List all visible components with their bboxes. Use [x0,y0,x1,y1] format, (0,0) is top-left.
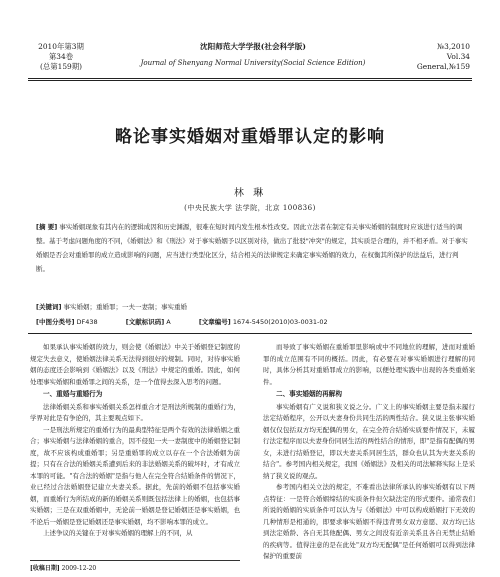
keywords-text: 事实婚姻；重婚罪；一夫一妻制；事实重婚 [63,303,188,311]
general-issue-number-en: General,№159 [416,62,470,71]
issue-info-left [32,42,90,72]
header-rule-thin [28,80,472,81]
paper-title: 略论事实婚姻对重婚罪认定的影响 [115,127,385,147]
section-heading: 一、重婚与重婚行为 [43,390,103,398]
classification-row [36,317,468,326]
keywords [36,302,187,311]
article-id-label: [文章编号] [198,318,231,326]
body-column-left [30,342,240,540]
volume-number: 第34卷 [48,52,74,61]
author-affiliation: (中央民族大学 法学院，北京 100836) [184,204,316,212]
doc-code-label: [文献标识码] [125,318,165,326]
journal-name-en: Journal of Shenyang Normal University(Social Science Edition) [140,59,366,67]
paragraph: 如果承认事实婚姻的效力，则会使《婚姻法》中关于婚姻登记制度的规定失去意义，使婚姻法律关系无法得到很好的规制。同时，对待事实婚姻的态度还会影响到《婚姻法》以及《刑法》中规定的重婚。因此，如何处理事实婚姻和重婚罪之间的关系，是一个值得去深入思考的问题。 [30,343,240,386]
issue-number-en: №3,2010 [437,42,470,51]
abstract-label: [摘 要] [36,223,58,231]
issue-number: 2010年第3期 [38,42,84,51]
clc-cell [36,317,98,326]
section-heading: 二、事实婚姻的再解构 [276,390,342,398]
doc-code-cell [126,317,171,326]
clc-value: DF438 [76,318,98,326]
clc-label: [中图分类号] [36,318,75,326]
paragraph: 法律婚姻关系和事实婚姻关系怎样重合才是刑法所规制的重婚行为，学界对此是有争论的，其主要观点如下。 [30,402,240,422]
paragraph: 而导致了事实婚姻在重婚罪里影响或中不同地位的理解，进而对重婚罪的成立范围有不同的概括。因此，有必要在对事实婚姻进行理解的同时，具体分析其对重婚罪成立的影响，以便处理实践中出现的各类重婚案件。 [263,343,475,386]
issue-info-right [400,42,470,72]
received-value: 2009-12-20 [61,565,97,572]
article-id-value: 1674-5450(2010)03-0031-02 [232,318,328,326]
journal-name [132,42,374,68]
received-label: [收稿日期] [30,565,60,572]
keywords-label: [关键词] [36,303,62,311]
header-rule [28,78,472,79]
article-id-cell [199,317,328,326]
general-issue-number: (总第159期) [39,62,83,71]
author-name: 林 琳 [233,188,267,199]
paragraph: 一是刑法所规定的重婚行为的最典型特征是两个有效的法律婚姻之重合；事实婚姻与法律婚姻的重合，因不侵犯一夫一妻制度中的婚姻登记制度，故不应该构成重婚罪；另是重婚罪的成立以存在一个合法婚姻为前提；只有在合法的婚姻关系遭到后来的非法婚姻关系的破坏时，才有成立本罪的可能。"有合法的婚姻"是指与他人在完全符合结婚条件的情况下，业已经过合法婚姻登记建立夫妻关系。据此，先前的婚姻不包括事实婚姻，而重婚行为所结成的新的婚姻关系则既包括法律上的婚姻，也包括事实婚姻；三是在双重婚姻中，无论前一婚姻是登记婚姻还是事实婚姻，也不论后一婚姻是登记婚姻还是事实婚姻，均不影响本罪的成立。 [30,425,240,526]
doc-code-value: A [166,318,171,326]
paragraph: 事实婚姻有广义说和狭义说之分。广义上的事实婚姻主要是指未履行法定结婚程序，公开以夫妻身份共同生活的两性结合。狭义说主张事实婚姻仅仅包括双方均无配偶的男女，在完全符合结婚实质要件情况下，未履行法定程序而以夫妻身份同居生活的两性结合的情形，即"是指有配偶的男女，未进行结婚登记，即以夫妻关系同居生活，群众也认其为夫妻关系的结合"。参考国内相关规定，我国《婚姻法》及相关的司法解释实际上是采纳了狭义说的观点。 [263,402,475,480]
received-date [30,560,240,572]
journal-name-cn: 沈阳师范大学学报(社会科学版) [200,42,306,51]
volume-number-en: Vol.34 [446,52,470,61]
abstract-text: 事实婚姻现象有其内在的逻辑成因和历史渊源，很难在短时间内发生根本性改变。因此立法者在制定有关事实婚姻的制度时应该进行适当的调整。基于考虑问题角度的不同，《婚姻法》和《刑法》对于事实婚姻予以区别对待，做出了批驳"冲突"的规定，其实质是合理的，并不相矛盾。对于事实婚姻是否会对重婚罪的成立造成影响的问题，应当进行类型化区分，结合相关的法律规定来确定事实婚姻的效力，在权衡其所保护的法益后，进行判断。 [36,223,468,273]
paragraph: 上述争议的关键在于对事实婚姻的理解上的不同，从 [43,529,193,537]
body-column-right [263,342,475,563]
abstract [36,220,468,276]
paragraph: 参考国内相关立法的规定，不难看出法律所承认的事实婚姻有以下两点特征：一是符合婚姻缔结的实质条件但欠缺法定的形式要件。通常我们所说的婚姻的实质条件可以认为与《婚姻法》中可以构成婚姻打下无效的几种情形是相通的，即要求事实婚姻不得违背男女双方意愿、双方均已达到法定婚龄、各自无其他配偶、男女之间没有近亲关系且各自无禁止结婚的疾病等。值得注意的是在此处"双方均无配偶"是任何婚姻可以得到法律保护的重要前 [263,483,475,560]
abstract-rule [28,333,472,334]
